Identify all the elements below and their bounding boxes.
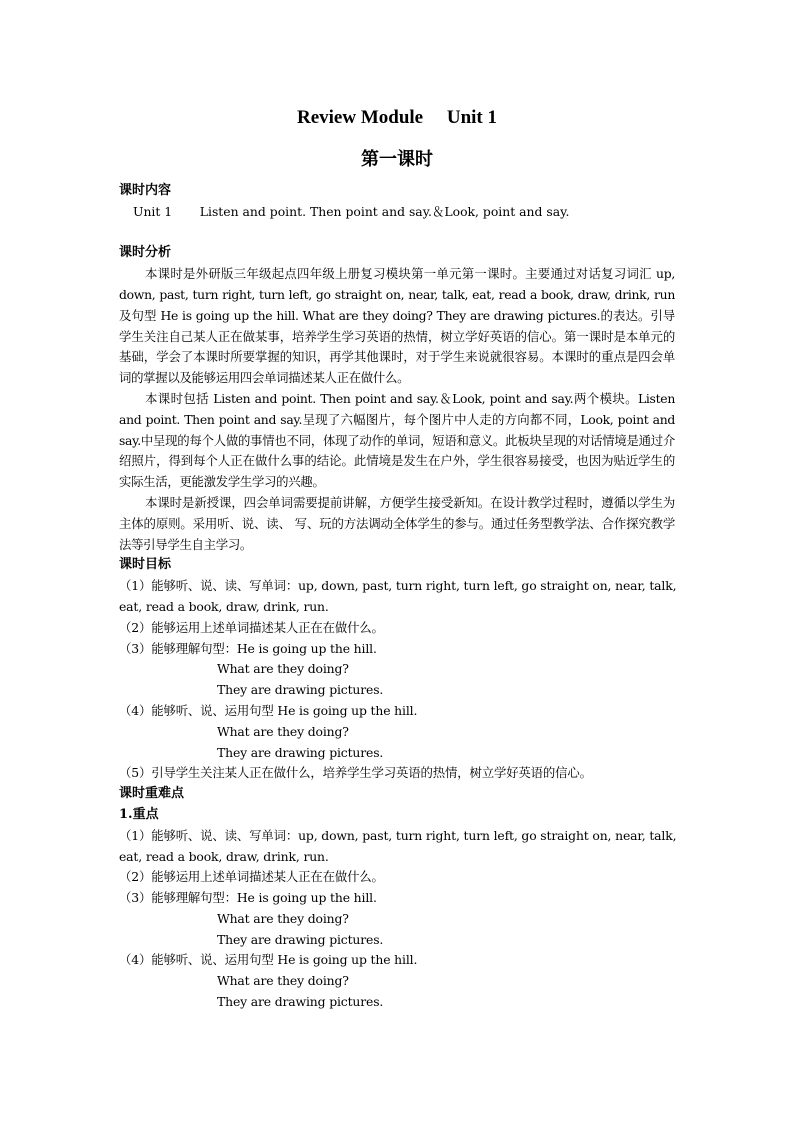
objective-line: They are drawing pictures.: [217, 682, 384, 698]
objective-line: eat, read a book, draw, drink, run.: [119, 598, 329, 614]
key-point-line: （3）能够理解句型：He is going up the hill.: [119, 890, 377, 906]
document-page: [119, 105, 675, 1013]
objective-line: （2）能够运用上述单词描述某人正在在做什么。: [119, 619, 384, 635]
key-point-line: （2）能够运用上述单词描述某人正在在做什么。: [119, 869, 384, 885]
objective-line: （4）能够听、说、运用句型 He is going up the hill.: [119, 702, 418, 718]
objective-line: （3）能够理解句型：He is going up the hill.: [119, 640, 377, 656]
key-point-line: （4）能够听、说、运用句型 He is going up the hill.: [119, 952, 418, 968]
key-point-line: They are drawing pictures.: [217, 994, 384, 1010]
section-heading-content: 课时内容: [119, 183, 172, 198]
analysis-paragraph-1: 本课时是外研版三年级起点四年级上册复习模块第一单元第一课时。主要通过对话复习词汇 up, down, past, turn right, turn left, go straight on, near, talk, eat, read a book, draw, drink, run及句型 He is going up the hill. What are they doing? They are drawing pictures.的表达。引导学生关注自己某人正在做某事，培养学生学习英语的热情，树立学好英语的信心。第一课时是本单元的基础，学会了本课时所要掌握的知识，再学其他课时，对于学生来说就很容易。本课时的重点是四会单词的掌握以及能够运用四会单词描述某人正在做什么。: [119, 266, 675, 386]
analysis-paragraph-3: 本课时是新授课，四会单词需要提前讲解，方便学生接受新知。在设计教学过程时，遵循以学生为主体的原则。采用听、说、读、 写、玩的方法调动全体学生的参与。通过任务型教学法、合作探究教学法等引导学生自主学习。: [119, 494, 675, 552]
content-line: Unit 1 Listen and point. Then point and say.＆Look, point and say.: [133, 203, 570, 219]
key-point-line: What are they doing?: [217, 973, 349, 989]
objective-line: They are drawing pictures.: [217, 744, 384, 760]
objective-line: （1）能够听、说、读、写单词：up, down, past, turn right, turn left, go straight on, near, talk,: [119, 578, 677, 594]
key-point-line: What are they doing?: [217, 910, 349, 926]
objective-line: （5）引导学生关注某人正在做什么，培养学生学习英语的热情，树立学好英语的信心。: [119, 765, 592, 781]
section-heading-key-points: 课时重难点: [119, 786, 185, 802]
section-heading-analysis: 课时分析: [119, 245, 172, 261]
section-heading-objectives: 课时目标: [119, 557, 172, 573]
document-subtitle: 第一课时: [361, 149, 433, 170]
document-title: Review Module Unit 1: [296, 107, 497, 128]
subheading-key-points: 1.重点: [119, 806, 159, 822]
objective-line: What are they doing?: [217, 661, 349, 677]
key-point-line: eat, read a book, draw, drink, run.: [119, 848, 329, 864]
key-point-line: They are drawing pictures.: [217, 931, 384, 947]
objective-line: What are they doing?: [217, 723, 349, 739]
key-point-line: （1）能够听、说、读、写单词：up, down, past, turn right, turn left, go straight on, near, talk,: [119, 827, 677, 843]
analysis-paragraph-2: 本课时包括 Listen and point. Then point and say.＆Look, point and say.两个模块。Listen and point. Then point and say.呈现了六幅图片，每个图片中人走的方向都不同，Look, point and say.中呈现的每个人做的事情也不同，体现了动作的单词，短语和意义。此板块呈现的对话情境是通过介绍照片，得到每个人正在做什么事的结论。此情境是发生在户外，学生很容易接受，也因为贴近学生的实际生活，更能激发学生学习的兴趣。: [119, 390, 675, 490]
blank-line: [119, 223, 675, 244]
